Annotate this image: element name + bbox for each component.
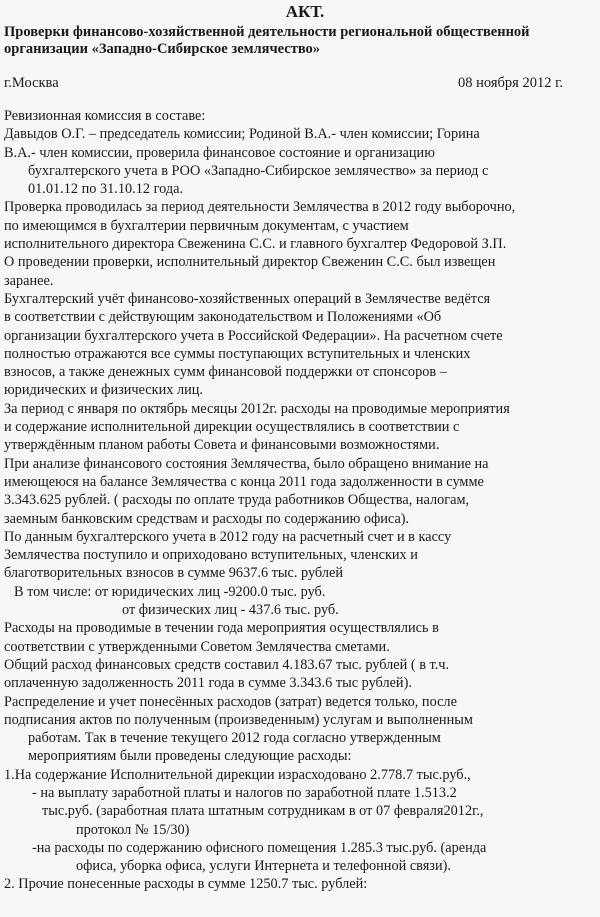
document-city: г.Москва [4, 75, 59, 91]
text-line: Бухгалтерский учёт финансово-хозяйственных операций в Землячестве ведётся [4, 290, 491, 307]
text-line: юридических и физических лиц. [4, 382, 203, 399]
subtitle-line: организации «Западно-Сибирское землячество» [4, 41, 321, 57]
text-line: По данным бухгалтерского учета в 2012 году на расчетный счет и в кассу [4, 528, 452, 545]
text-line: исполнительного директора Свеженина С.С. и главного бухгалтер Федоровой З.П. [4, 236, 507, 253]
document-date: 08 ноября 2012 г. [458, 75, 564, 91]
text-line: Землячества поступило и оприходовано вступительных, членских и [4, 547, 418, 564]
text-line: Проверка проводилась за период деятельности Землячества в 2012 году выборочно, [4, 199, 516, 216]
text-line: 3.343.625 рублей. ( расходы по оплате труда работников Общества, налогам, [4, 492, 470, 509]
text-line: подписания актов по полученным (произведенным) услугам и выполненным [4, 711, 473, 728]
text-line: по имеющимся в бухгалтерии первичным документам, с участием [4, 217, 409, 234]
text-line: Расходы на проводимые в течении года мероприятия осуществлялись в [4, 620, 439, 637]
text-line: утверждённым планом работы Совета и финансовыми возможностями. [4, 437, 440, 454]
text-line: За период с января по октябрь месяцы 2012г. расходы на проводимые мероприятия [4, 400, 510, 417]
text-line: Общий расход финансовых средств составил 4.183.67 тыс. рублей ( в т.ч. [4, 656, 450, 673]
text-line: офиса, уборка офиса, услуги Интернета и телефонной связи). [76, 858, 451, 875]
text-line: соответствии с утвержденными Советом Землячества сметами. [4, 638, 390, 655]
text-line: и содержание исполнительной дирекции осуществлялись в соответствии с [4, 419, 460, 436]
text-line: бухгалтерского учета в РОО «Западно-Сибирское землячество» за период с [28, 162, 489, 179]
text-line: 1.На содержание Исполнительной дирекции израсходовано 2.778.7 тыс.руб., [4, 766, 471, 783]
text-line: имеющеюся на балансе Землячества с конца 2011 года задолженности в сумме [4, 473, 484, 490]
text-line: О проведении проверки, исполнительный директор Свеженин С.С. был извещен [4, 254, 496, 271]
text-line: в соответствии с действующим законодательством и Положениями «Об [4, 309, 442, 326]
text-line: тыс.руб. (заработная плата штатным сотрудникам в от 07 февраля2012г., [42, 803, 484, 820]
text-line: заемным банковским средствам и расходы по содержанию офиса). [4, 510, 410, 527]
text-line: Распределение и учет понесённых расходов (затрат) ведется только, после [4, 693, 457, 710]
text-line: заранее. [4, 272, 54, 289]
text-line: Давыдов О.Г. – председатель комиссии; Родиной В.А.- член комиссии; Горина [4, 126, 480, 143]
text-line: от физических лиц - 437.6 тыс. руб. [122, 602, 339, 619]
document-title: АКТ. [285, 2, 325, 21]
text-line: организации бухгалтерского учета в Российской Федерации». На расчетном счете [4, 327, 503, 344]
text-line: взносов, а также денежных сумм финансовой поддержки от спонсоров – [4, 364, 447, 381]
text-line: Ревизионная комиссия в составе: [4, 108, 206, 124]
subtitle-line: Проверки финансово-хозяйственной деятельности региональной общественной [4, 24, 530, 40]
text-line: работам. Так в течение текущего 2012 года согласно утвержденным [28, 730, 441, 747]
text-line: 01.01.12 по 31.10.12 года. [28, 181, 184, 198]
document-body [4, 107, 596, 894]
text-line: протокол № 15/30) [76, 821, 190, 838]
text-line: -на расходы по содержанию офисного помещения 1.285.3 тыс.руб. (аренда [32, 839, 487, 856]
text-line: полностью отражаются все суммы поступающих вступительных и членских [4, 345, 471, 362]
text-line: 2. Прочие понесенные расходы в сумме 1250.7 тыс. рублей: [4, 876, 368, 893]
text-line: оплаченную задолженность 2011 года в сумме 3.343.6 тыс рублей). [4, 675, 412, 692]
text-line: В том числе: от юридических лиц -9200.0 тыс. руб. [14, 583, 326, 600]
text-line: В.А.- член комиссии, проверила финансовое состояние и организацию [4, 144, 435, 161]
document-subtitle [4, 24, 596, 58]
text-line: - на выплату заработной платы и налогов по заработной плате 1.513.2 [32, 784, 457, 801]
text-line: мероприятиям были проведены следующие расходы: [28, 748, 352, 765]
text-line: благотворительных взносов в сумме 9637.6 тыс. рублей [4, 565, 343, 582]
text-line: При анализе финансового состояния Землячества, было обращено внимание на [4, 455, 489, 472]
